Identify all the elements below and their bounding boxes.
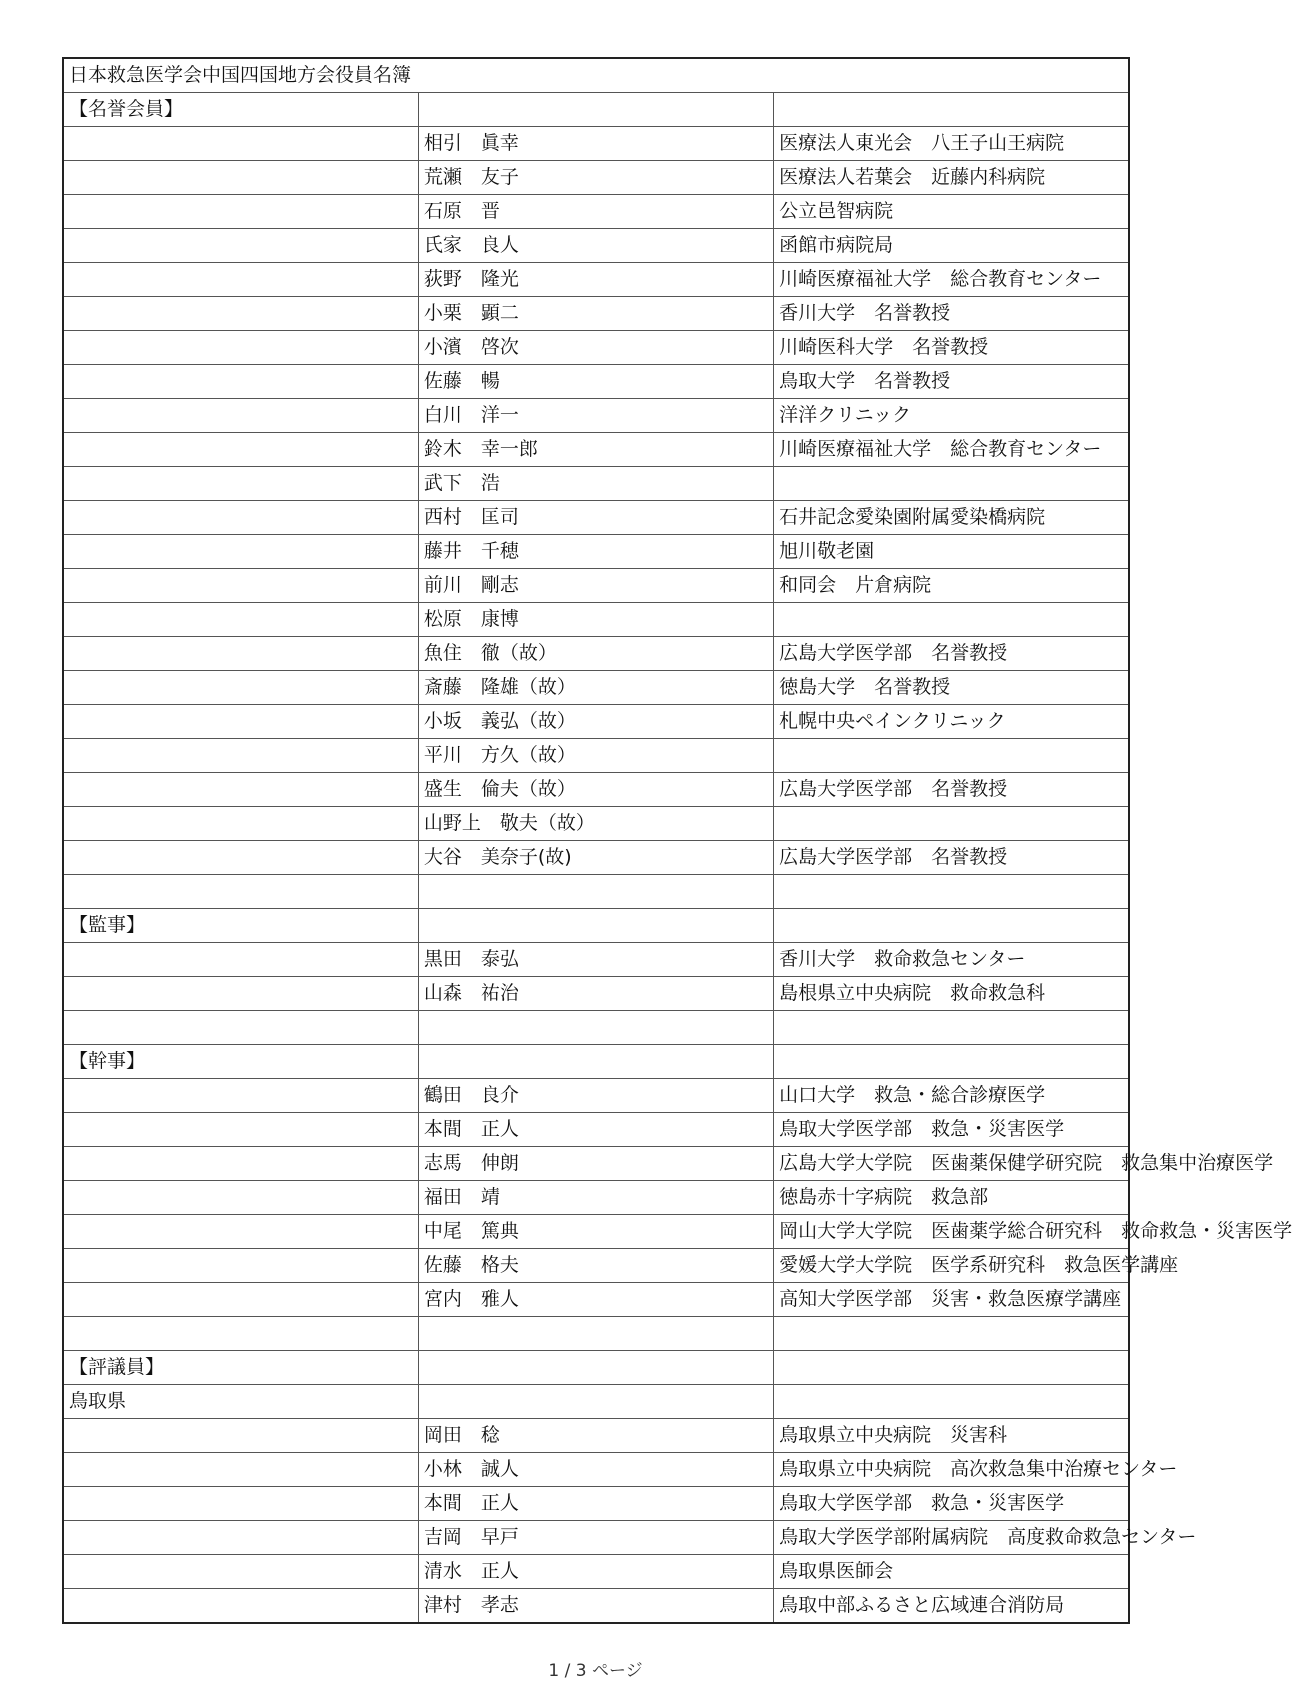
member-name-cell <box>418 875 773 909</box>
affiliation-cell: 広島大学医学部 名誉教授 <box>774 773 1129 807</box>
affiliation-cell: 徳島赤十字病院 救急部 <box>774 1181 1129 1215</box>
member-name-cell: 氏家 良人 <box>418 229 773 263</box>
table-row <box>63 263 1129 297</box>
member-name-cell <box>418 1045 773 1079</box>
table-row <box>63 535 1129 569</box>
member-name-cell: 清水 正人 <box>418 1555 773 1589</box>
category-cell <box>63 841 418 875</box>
page-number: 1 / 3 ページ <box>548 1661 643 1681</box>
affiliation-cell: 石井記念愛染園附属愛染橋病院 <box>774 501 1129 535</box>
category-cell <box>63 263 418 297</box>
table-row <box>63 1215 1129 1249</box>
member-name-cell: 福田 靖 <box>418 1181 773 1215</box>
affiliation-cell: 旭川敬老園 <box>774 535 1129 569</box>
member-name-cell <box>418 1351 773 1385</box>
category-cell <box>63 739 418 773</box>
roster-document <box>62 57 1292 1624</box>
affiliation-cell: 札幌中央ペインクリニック <box>774 705 1129 739</box>
category-cell <box>63 1215 418 1249</box>
category-cell <box>63 943 418 977</box>
affiliation-cell: 広島大学医学部 名誉教授 <box>774 637 1129 671</box>
member-name-cell: 武下 浩 <box>418 467 773 501</box>
member-name-cell <box>418 1385 773 1419</box>
affiliation-cell: 岡山大学大学院 医歯薬学総合研究科 救命救急・災害医学 <box>774 1215 1129 1249</box>
member-name-cell: 小林 誠人 <box>418 1453 773 1487</box>
affiliation-cell <box>774 739 1129 773</box>
table-row <box>63 807 1129 841</box>
table-row <box>63 1521 1129 1555</box>
affiliation-cell: 鳥取大学医学部 救急・災害医学 <box>774 1487 1129 1521</box>
table-row <box>63 841 1129 875</box>
member-name-cell: 津村 孝志 <box>418 1589 773 1624</box>
table-row <box>63 943 1129 977</box>
member-name-cell: 石原 晋 <box>418 195 773 229</box>
member-name-cell <box>418 1317 773 1351</box>
affiliation-cell: 高知大学医学部 災害・救急医療学講座 <box>774 1283 1129 1317</box>
affiliation-cell <box>774 1011 1129 1045</box>
member-name-cell: 魚住 徹（故） <box>418 637 773 671</box>
affiliation-cell: 川崎医療福祉大学 総合教育センター <box>774 263 1129 297</box>
category-cell <box>63 1147 418 1181</box>
affiliation-cell <box>774 1045 1129 1079</box>
affiliation-cell: 山口大学 救急・総合診療医学 <box>774 1079 1129 1113</box>
table-row <box>63 1283 1129 1317</box>
affiliation-cell: 愛媛大学大学院 医学系研究科 救急医学講座 <box>774 1249 1129 1283</box>
category-cell <box>63 1555 418 1589</box>
affiliation-cell: 広島大学医学部 名誉教授 <box>774 841 1129 875</box>
table-row <box>63 161 1129 195</box>
member-name-cell <box>418 93 773 127</box>
category-cell <box>63 705 418 739</box>
member-name-cell: 本間 正人 <box>418 1487 773 1521</box>
affiliation-cell: 香川大学 名誉教授 <box>774 297 1129 331</box>
affiliation-cell: 鳥取大学医学部 救急・災害医学 <box>774 1113 1129 1147</box>
member-name-cell <box>418 909 773 943</box>
category-cell <box>63 603 418 637</box>
table-row <box>63 1045 1129 1079</box>
category-cell <box>63 535 418 569</box>
member-name-cell: 吉岡 早戸 <box>418 1521 773 1555</box>
affiliation-cell <box>774 909 1129 943</box>
member-name-cell: 小坂 義弘（故） <box>418 705 773 739</box>
member-name-cell: 白川 洋一 <box>418 399 773 433</box>
table-row <box>63 1385 1129 1419</box>
category-cell: 【幹事】 <box>63 1045 418 1079</box>
category-cell <box>63 1011 418 1045</box>
member-name-cell: 志馬 伸朗 <box>418 1147 773 1181</box>
affiliation-cell: 医療法人東光会 八王子山王病院 <box>774 127 1129 161</box>
affiliation-cell: 香川大学 救命救急センター <box>774 943 1129 977</box>
table-row <box>63 1147 1129 1181</box>
table-row <box>63 637 1129 671</box>
member-name-cell: 佐藤 暢 <box>418 365 773 399</box>
category-cell <box>63 807 418 841</box>
member-name-cell: 松原 康博 <box>418 603 773 637</box>
member-name-cell: 本間 正人 <box>418 1113 773 1147</box>
category-cell <box>63 1453 418 1487</box>
category-cell: 【評議員】 <box>63 1351 418 1385</box>
affiliation-cell: 鳥取大学医学部附属病院 高度救命救急センター <box>774 1521 1129 1555</box>
category-cell <box>63 1249 418 1283</box>
table-row <box>63 229 1129 263</box>
table-row <box>63 1249 1129 1283</box>
table-row <box>63 1351 1129 1385</box>
category-cell <box>63 365 418 399</box>
table-row <box>63 603 1129 637</box>
table-row <box>63 977 1129 1011</box>
category-cell <box>63 297 418 331</box>
category-cell <box>63 875 418 909</box>
category-cell: 【監事】 <box>63 909 418 943</box>
member-name-cell: 大谷 美奈子(故) <box>418 841 773 875</box>
table-row <box>63 671 1129 705</box>
member-name-cell: 藤井 千穂 <box>418 535 773 569</box>
table-row <box>63 433 1129 467</box>
table-row <box>63 1181 1129 1215</box>
category-cell <box>63 331 418 365</box>
category-cell <box>63 1419 418 1453</box>
category-cell <box>63 637 418 671</box>
affiliation-cell <box>774 467 1129 501</box>
affiliation-cell <box>774 1385 1129 1419</box>
affiliation-cell: 川崎医科大学 名誉教授 <box>774 331 1129 365</box>
category-cell <box>63 229 418 263</box>
member-name-cell: 山森 祐治 <box>418 977 773 1011</box>
member-name-cell: 斎藤 隆雄（故） <box>418 671 773 705</box>
category-cell <box>63 1589 418 1624</box>
affiliation-cell <box>774 603 1129 637</box>
category-cell <box>63 1317 418 1351</box>
affiliation-cell <box>774 875 1129 909</box>
table-row <box>63 875 1129 909</box>
affiliation-cell <box>774 1351 1129 1385</box>
affiliation-cell: 広島大学大学院 医歯薬保健学研究院 救急集中治療医学 <box>774 1147 1129 1181</box>
table-row <box>63 1317 1129 1351</box>
member-name-cell: 鈴木 幸一郎 <box>418 433 773 467</box>
category-cell <box>63 1113 418 1147</box>
affiliation-cell: 鳥取県立中央病院 高次救急集中治療センター <box>774 1453 1129 1487</box>
category-cell <box>63 1181 418 1215</box>
member-name-cell: 小濱 啓次 <box>418 331 773 365</box>
member-name-cell: 相引 眞幸 <box>418 127 773 161</box>
table-row <box>63 1453 1129 1487</box>
affiliation-cell: 鳥取大学 名誉教授 <box>774 365 1129 399</box>
member-name-cell: 小栗 顕二 <box>418 297 773 331</box>
member-name-cell: 西村 匡司 <box>418 501 773 535</box>
category-cell <box>63 1283 418 1317</box>
category-cell <box>63 433 418 467</box>
table-row <box>63 331 1129 365</box>
member-name-cell: 荻野 隆光 <box>418 263 773 297</box>
category-cell <box>63 161 418 195</box>
table-row <box>63 399 1129 433</box>
member-name-cell: 荒瀬 友子 <box>418 161 773 195</box>
category-cell <box>63 195 418 229</box>
affiliation-cell: 徳島大学 名誉教授 <box>774 671 1129 705</box>
table-row <box>63 365 1129 399</box>
table-row <box>63 1589 1129 1624</box>
affiliation-cell <box>774 93 1129 127</box>
category-cell <box>63 671 418 705</box>
officer-roster-table <box>62 57 1292 1624</box>
table-row <box>63 569 1129 603</box>
table-row <box>63 1487 1129 1521</box>
table-row <box>63 1011 1129 1045</box>
category-cell <box>63 773 418 807</box>
affiliation-cell: 川崎医療福祉大学 総合教育センター <box>774 433 1129 467</box>
affiliation-cell: 医療法人若葉会 近藤内科病院 <box>774 161 1129 195</box>
table-row <box>63 297 1129 331</box>
member-name-cell: 盛生 倫夫（故） <box>418 773 773 807</box>
member-name-cell: 黒田 泰弘 <box>418 943 773 977</box>
member-name-cell: 宮内 雅人 <box>418 1283 773 1317</box>
table-row <box>63 1113 1129 1147</box>
table-row <box>63 127 1129 161</box>
member-name-cell: 平川 方久（故） <box>418 739 773 773</box>
category-cell: 【名誉会員】 <box>63 93 418 127</box>
table-row <box>63 467 1129 501</box>
affiliation-cell: 島根県立中央病院 救命救急科 <box>774 977 1129 1011</box>
table-row <box>63 909 1129 943</box>
category-cell <box>63 977 418 1011</box>
affiliation-cell: 鳥取県医師会 <box>774 1555 1129 1589</box>
table-row <box>63 1079 1129 1113</box>
table-row <box>63 195 1129 229</box>
document-title: 日本救急医学会中国四国地方会役員名簿 <box>63 58 1129 93</box>
category-cell <box>63 1521 418 1555</box>
affiliation-cell <box>774 807 1129 841</box>
category-cell: 鳥取県 <box>63 1385 418 1419</box>
category-cell <box>63 569 418 603</box>
category-cell <box>63 399 418 433</box>
category-cell <box>63 1079 418 1113</box>
category-cell <box>63 127 418 161</box>
title-row <box>63 58 1129 93</box>
affiliation-cell: 函館市病院局 <box>774 229 1129 263</box>
category-cell <box>63 1487 418 1521</box>
member-name-cell: 前川 剛志 <box>418 569 773 603</box>
table-row <box>63 501 1129 535</box>
member-name-cell: 中尾 篤典 <box>418 1215 773 1249</box>
affiliation-cell: 公立邑智病院 <box>774 195 1129 229</box>
member-name-cell: 鶴田 良介 <box>418 1079 773 1113</box>
table-row <box>63 773 1129 807</box>
affiliation-cell: 和同会 片倉病院 <box>774 569 1129 603</box>
affiliation-cell: 鳥取中部ふるさと広域連合消防局 <box>774 1589 1129 1624</box>
affiliation-cell <box>774 1317 1129 1351</box>
affiliation-cell: 鳥取県立中央病院 災害科 <box>774 1419 1129 1453</box>
table-row <box>63 1555 1129 1589</box>
member-name-cell: 山野上 敬夫（故） <box>418 807 773 841</box>
table-row <box>63 739 1129 773</box>
table-row <box>63 705 1129 739</box>
affiliation-cell: 洋洋クリニック <box>774 399 1129 433</box>
member-name-cell <box>418 1011 773 1045</box>
category-cell <box>63 501 418 535</box>
table-row <box>63 93 1129 127</box>
table-row <box>63 1419 1129 1453</box>
category-cell <box>63 467 418 501</box>
member-name-cell: 岡田 稔 <box>418 1419 773 1453</box>
member-name-cell: 佐藤 格夫 <box>418 1249 773 1283</box>
